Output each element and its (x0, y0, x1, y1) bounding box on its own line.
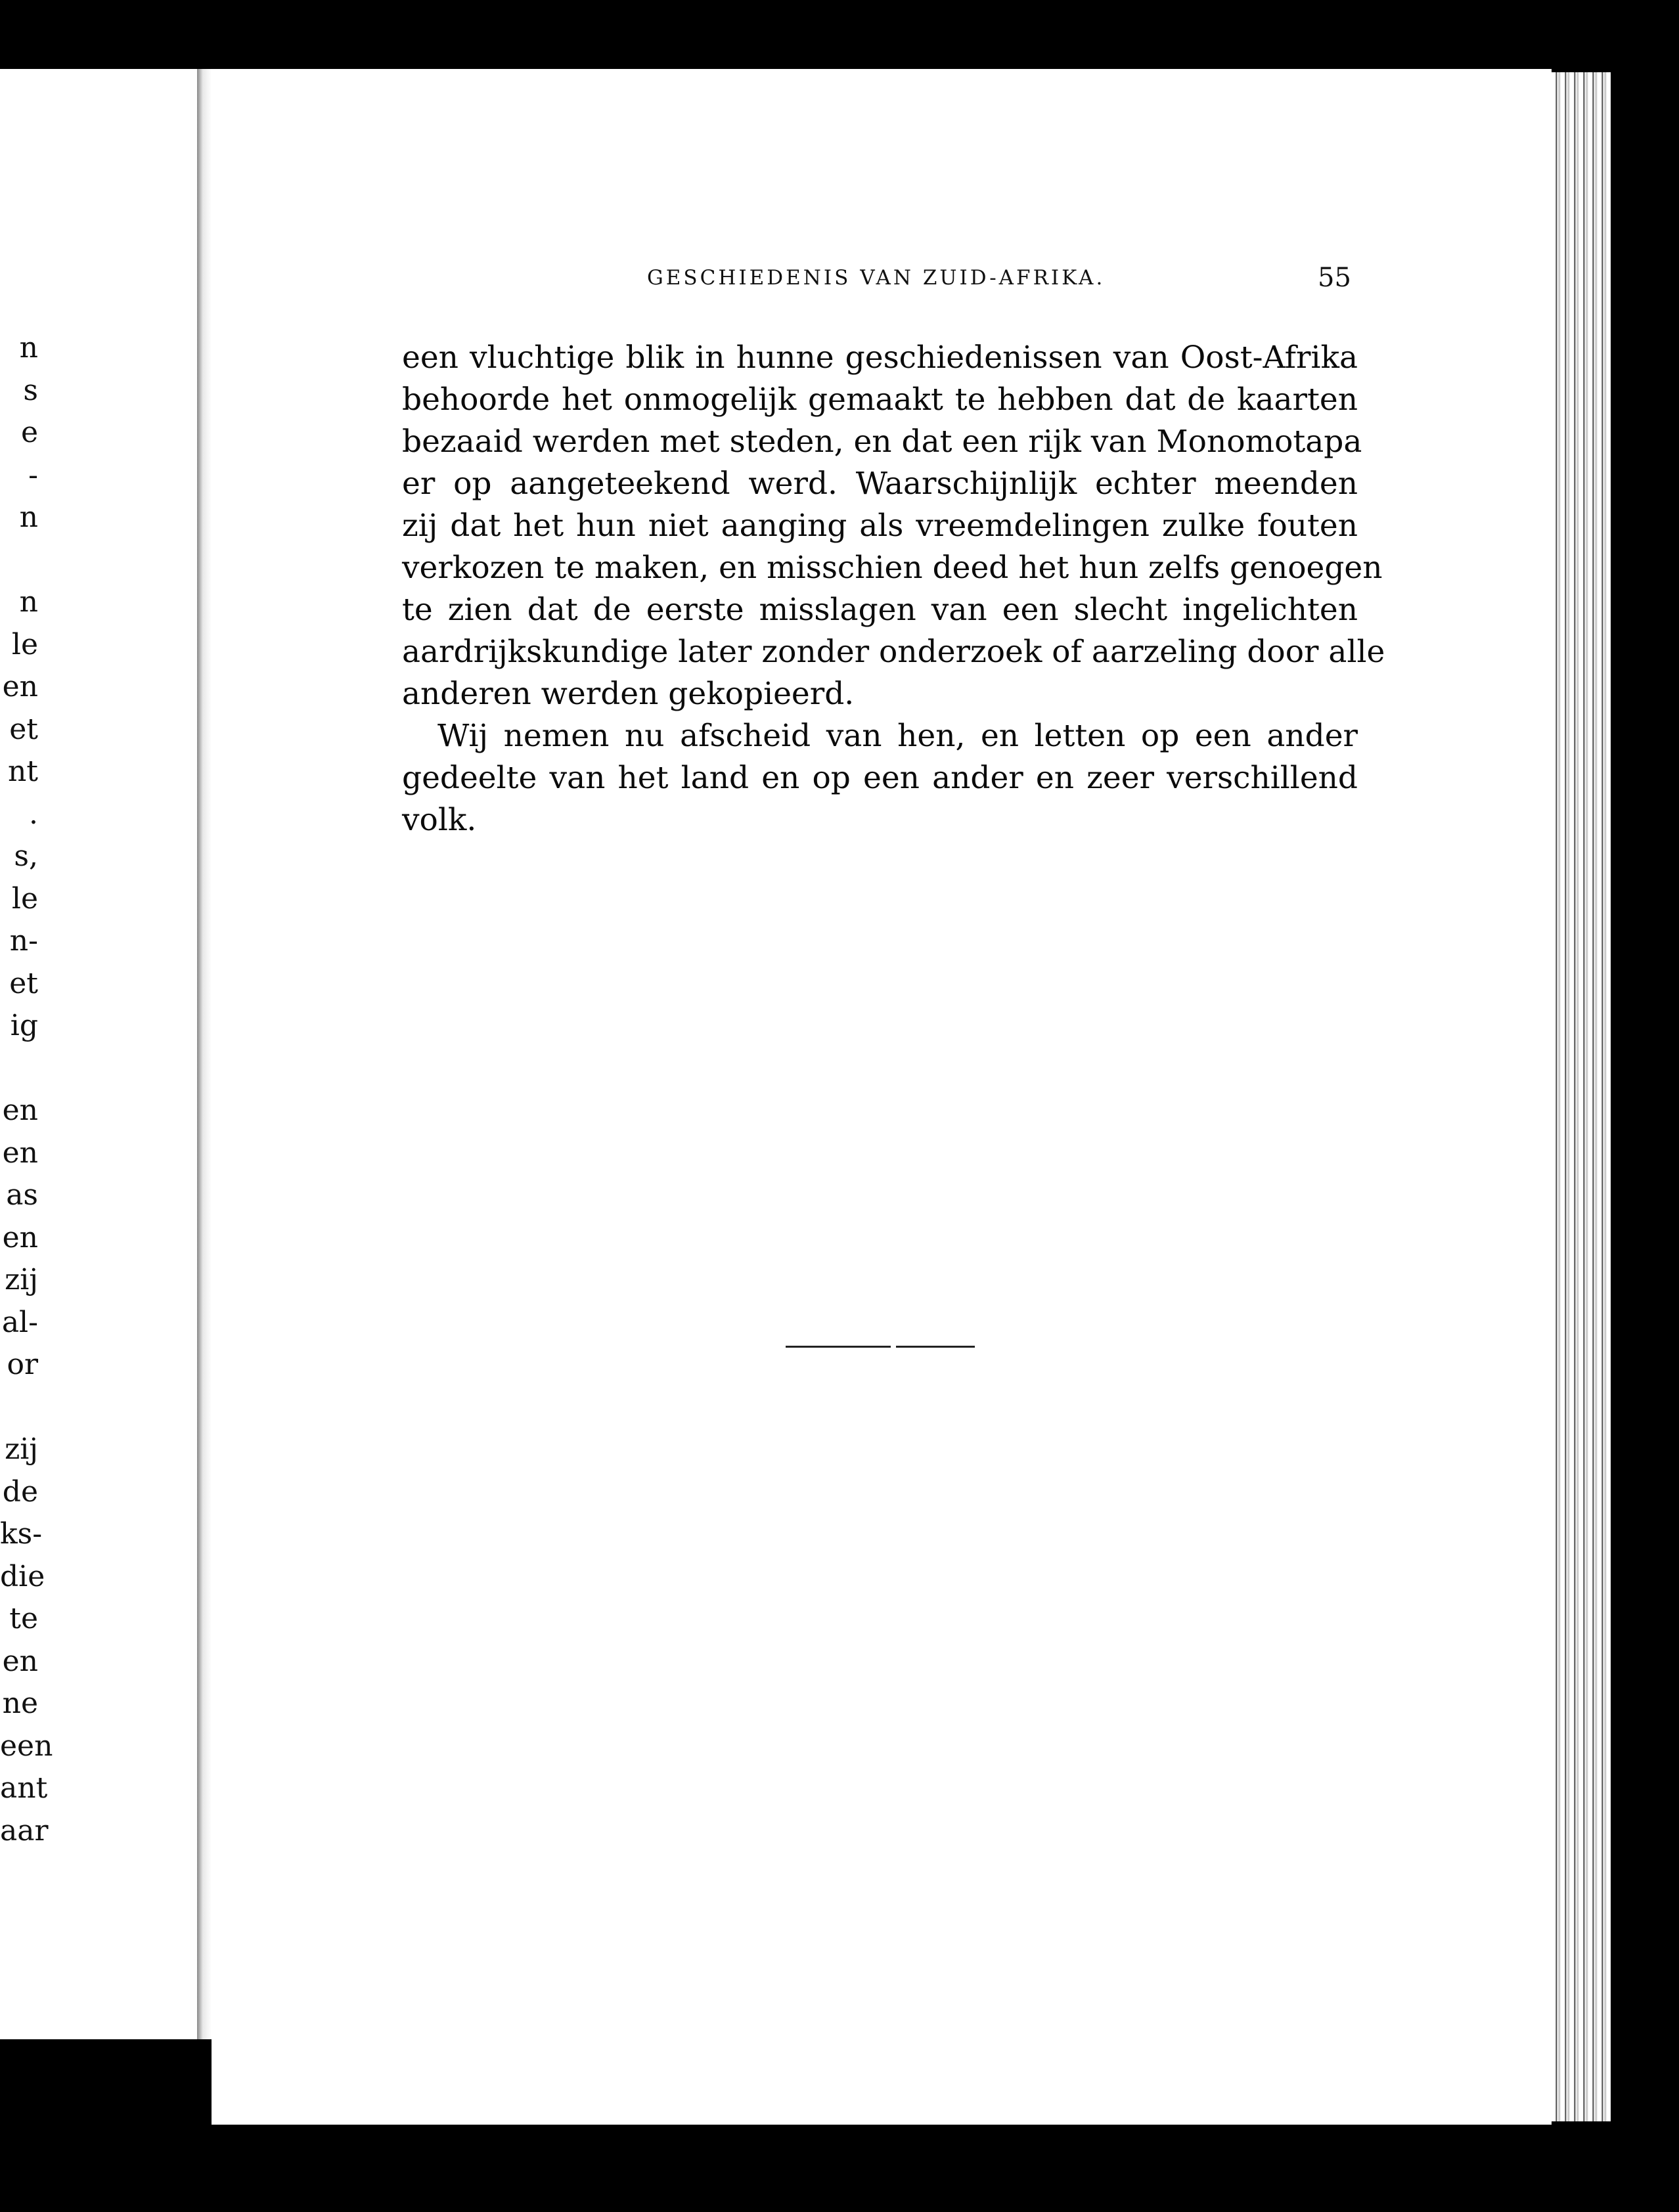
page-stack-edge (1552, 72, 1611, 2121)
left-page-fragment: en (2, 1136, 38, 1170)
text-line: volk. (402, 802, 477, 838)
text-line: gedeelte van het land en op een ander en zeer verschillend (402, 760, 1358, 796)
left-page-fragment: n (19, 585, 38, 619)
paragraph-2 (402, 715, 1358, 841)
left-page-fragment: et (9, 712, 38, 746)
left-page-fragment: zij (5, 1432, 38, 1466)
left-page-fragment: or (7, 1348, 38, 1381)
paragraph-1 (402, 337, 1385, 715)
left-page-fragment: zij (5, 1263, 38, 1296)
left-page-fragment: . (29, 797, 38, 831)
text-line: verkozen te maken, en misschien deed het hun zelfs genoegen (402, 550, 1383, 586)
left-page-fragment: en (2, 670, 38, 703)
text-line: behoorde het onmogelijk gemaakt te hebben dat de kaarten (402, 382, 1358, 418)
left-page-fragment: ant (0, 1771, 48, 1805)
left-page-fragment: nt (7, 755, 38, 788)
left-page-fragment: le (11, 627, 38, 661)
left-page-fragment: die (0, 1559, 45, 1593)
left-page-fragment: de (2, 1474, 38, 1509)
left-page-fragment: as (6, 1178, 38, 1212)
section-divider-rule (896, 1346, 975, 1348)
left-page-fragment: le (11, 881, 38, 916)
left-page-fragment: s, (14, 839, 38, 873)
left-page-fragment: et (9, 966, 38, 1000)
left-page-fragment: en (2, 1220, 38, 1254)
text-line: zij dat het hun niet aanging als vreemdelingen zulke fouten (402, 508, 1358, 544)
left-page-fragment: al- (1, 1305, 38, 1339)
left-page-fragment: en (2, 1644, 38, 1678)
text-line: een vluchtige blik in hunne geschiedenissen van Oost-Afrika (402, 340, 1358, 376)
left-page-fragment: ks- (0, 1517, 43, 1551)
left-page-fragment: s (23, 373, 38, 407)
page-number: 55 (1318, 263, 1351, 293)
text-line: anderen werden gekopieerd. (402, 676, 855, 712)
text-line: aardrijkskundige later zonder onderzoek of aarzeling door alle (402, 634, 1385, 670)
text-line: Wij nemen nu afscheid van hen, en letten op een ander (437, 718, 1358, 754)
left-page-fragment: aar (0, 1813, 49, 1847)
section-divider-rule (786, 1346, 891, 1348)
body-text (402, 337, 1385, 841)
text-line: er op aangeteekend werd. Waarschijnlijk echter meenden (402, 466, 1358, 502)
left-page-fragment: - (28, 458, 38, 492)
text-line: te zien dat de eerste misslagen van een slecht ingelichten (402, 592, 1358, 628)
left-page-fragment: e (20, 416, 38, 449)
book-gutter (197, 69, 212, 2039)
left-page-fragment: n- (9, 924, 38, 958)
left-page-fragment: n (19, 500, 38, 534)
left-page-fragment: ne (2, 1687, 38, 1720)
text-line: bezaaid werden met steden, en dat een rijk van Monomotapa (402, 424, 1362, 460)
left-page-fragment: n (19, 331, 38, 365)
running-head: GESCHIEDENIS VAN ZUID-AFRIKA. (647, 266, 1106, 290)
left-page-fragment: te (9, 1602, 38, 1635)
left-page-fragment: ig (10, 1009, 38, 1042)
left-page-fragment: een (0, 1729, 53, 1763)
left-page-fragment: en (2, 1094, 38, 1127)
